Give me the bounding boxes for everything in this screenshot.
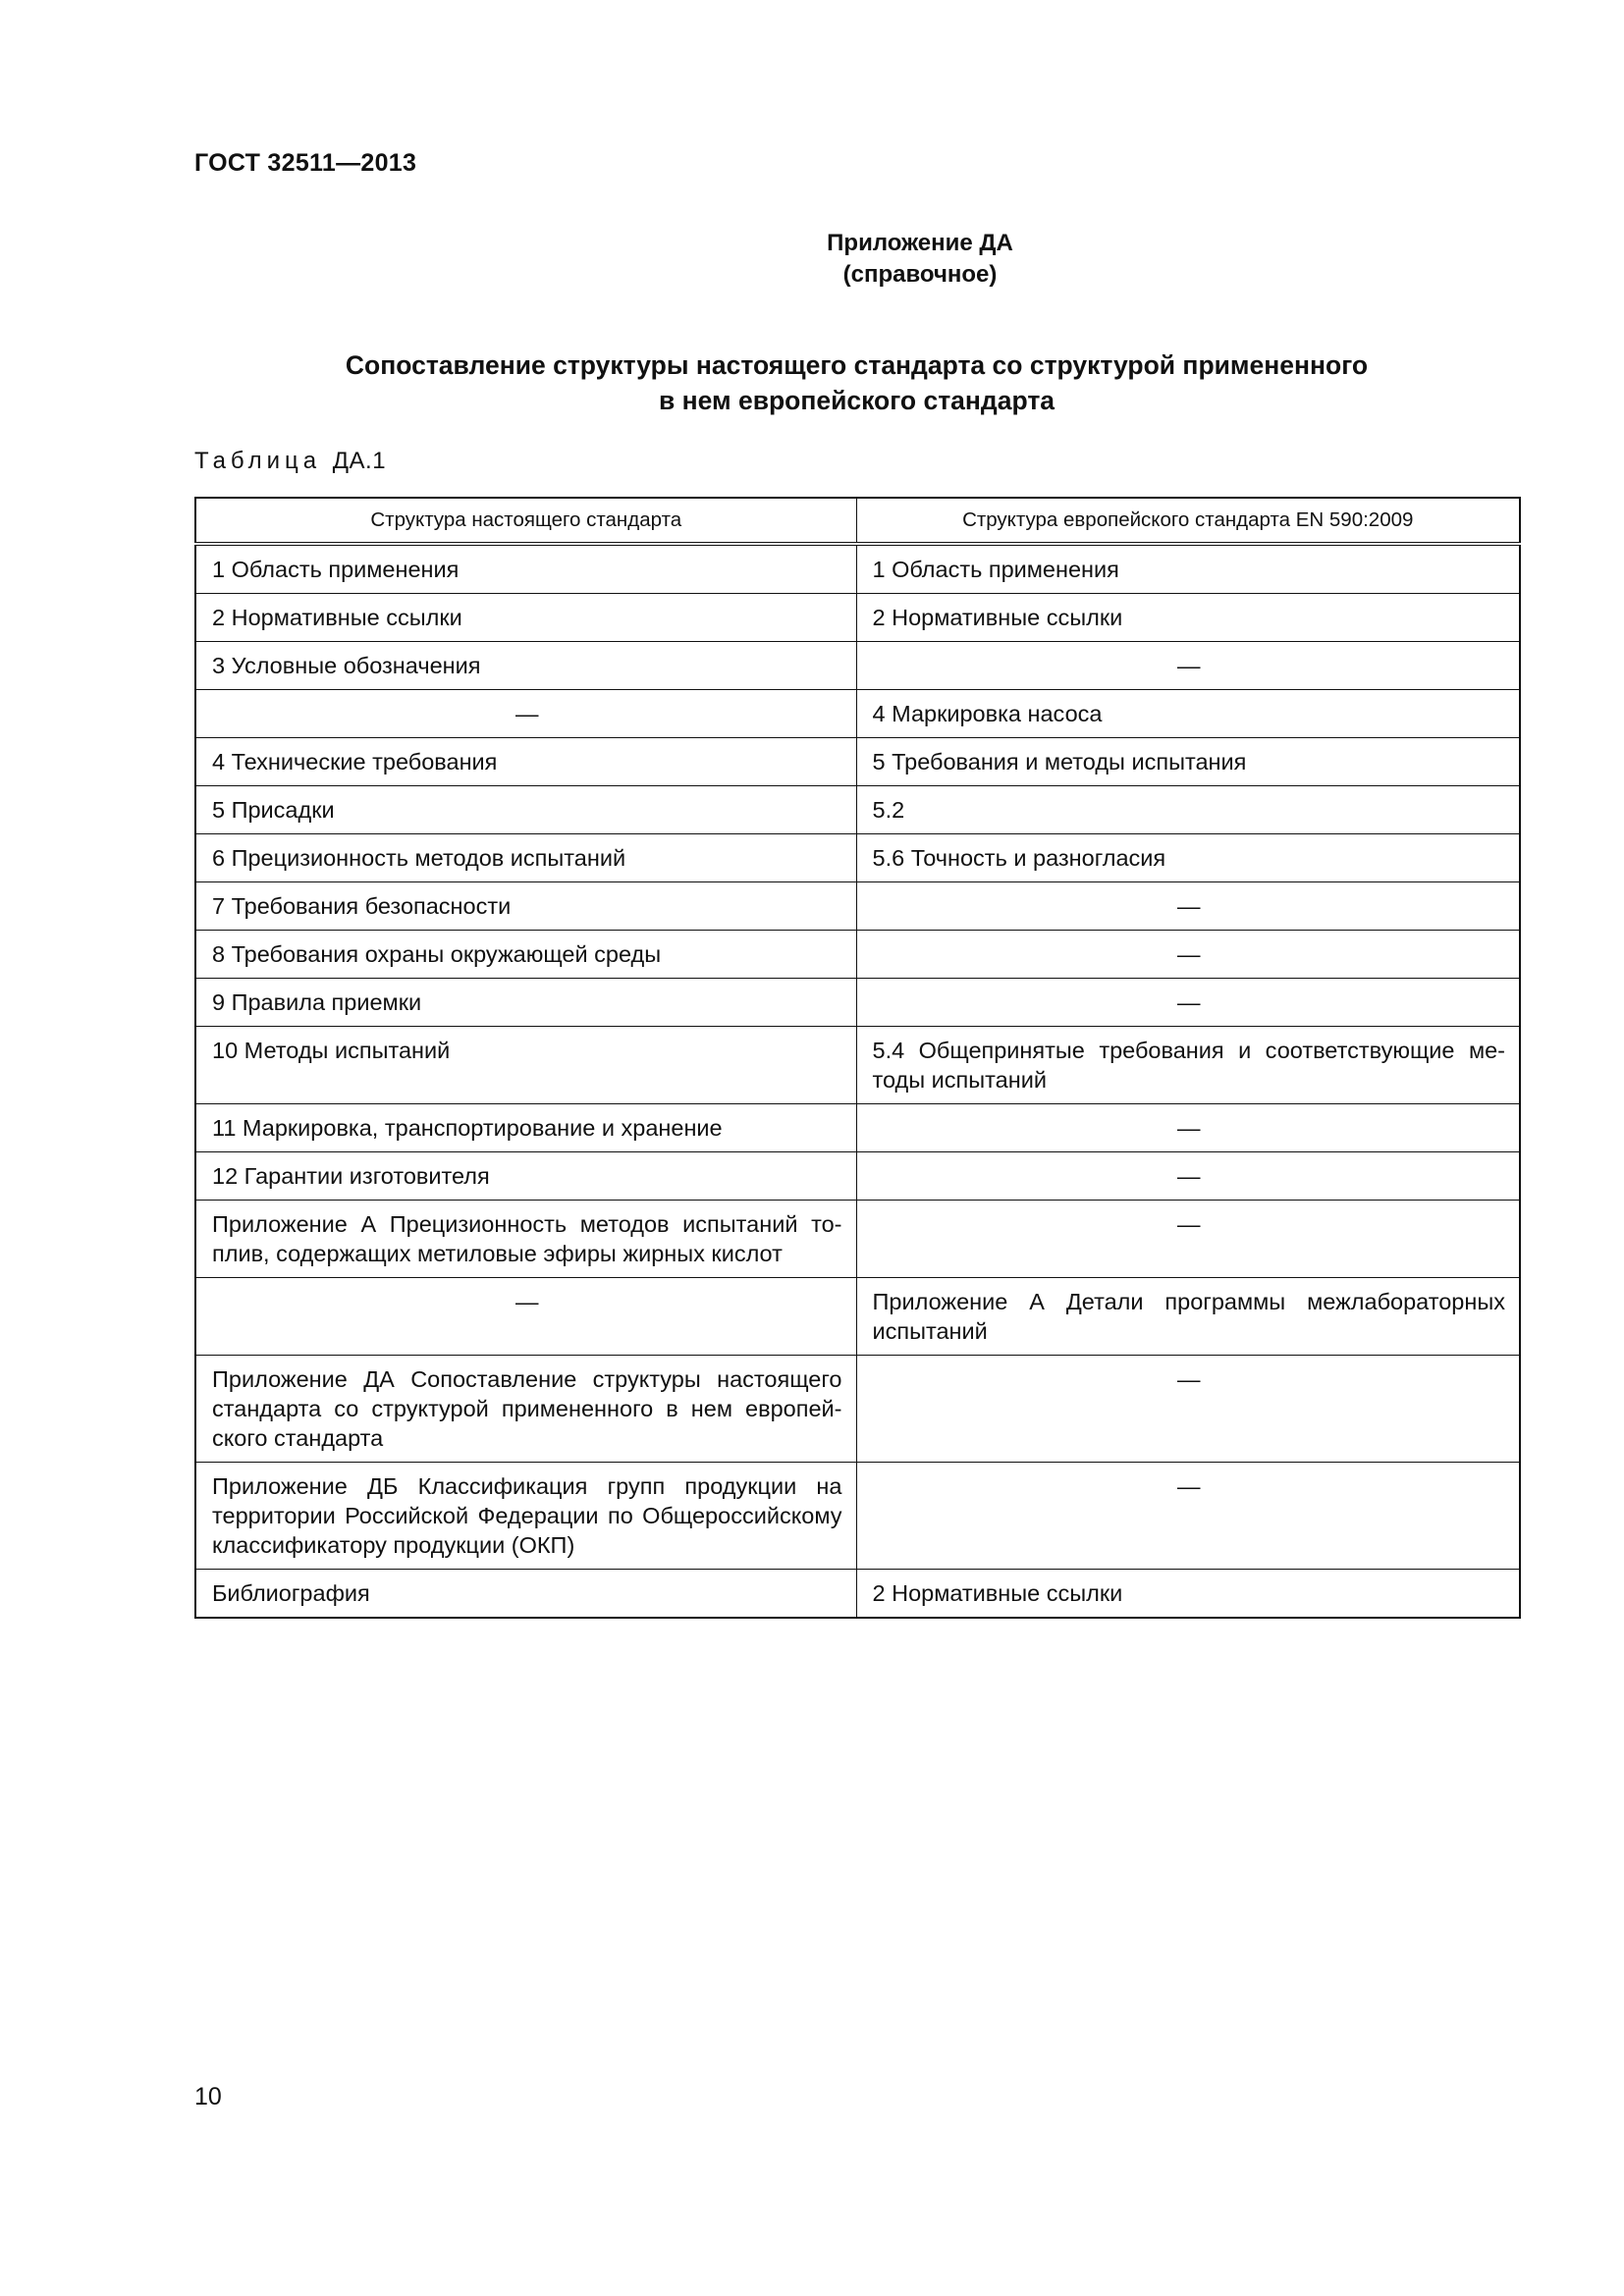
cell-european-standard: 1 Область применения — [856, 544, 1520, 594]
table-row — [195, 544, 1520, 594]
table-row — [195, 882, 1520, 931]
cell-european-standard: — — [856, 1152, 1520, 1201]
cell-european-standard: 5 Требования и методы испытания — [856, 738, 1520, 786]
cell-european-standard: 2 Нормативные ссылки — [856, 594, 1520, 642]
cell-current-standard: 10 Методы испытаний — [195, 1027, 856, 1104]
table-row — [195, 738, 1520, 786]
cell-current-standard: — — [195, 1278, 856, 1356]
cell-european-standard: 5.4 Общепринятые требования и соответствующие методы испытаний — [856, 1027, 1520, 1104]
appendix-heading — [0, 228, 1624, 291]
page-number: 10 — [194, 2083, 222, 2110]
cell-european-standard: 4 Маркировка насоса — [856, 690, 1520, 738]
table-caption — [194, 448, 386, 475]
table-row — [195, 1570, 1520, 1619]
column-header-european-standard: Структура европейского стандарта EN 590:2009 — [856, 498, 1520, 544]
cell-european-standard: 2 Нормативные ссылки — [856, 1570, 1520, 1619]
cell-current-standard: 2 Нормативные ссылки — [195, 594, 856, 642]
appendix-title: Приложение ДА — [827, 230, 1013, 256]
cell-current-standard: Библиография — [195, 1570, 856, 1619]
cell-current-standard: 8 Требования охраны окружающей среды — [195, 931, 856, 979]
table-row — [195, 690, 1520, 738]
cell-european-standard: — — [856, 1104, 1520, 1152]
table-caption-label: Таблица — [194, 448, 322, 474]
section-title-line-1: Сопоставление структуры настоящего стандарта со структурой примененного — [345, 350, 1369, 380]
cell-current-standard: 12 Гарантии изготовителя — [195, 1152, 856, 1201]
table-row — [195, 1201, 1520, 1278]
cell-current-standard: — — [195, 690, 856, 738]
cell-current-standard: 7 Требования безопасности — [195, 882, 856, 931]
cell-current-standard: 5 Присадки — [195, 786, 856, 834]
document-header: ГОСТ 32511—2013 — [194, 149, 417, 177]
cell-current-standard: 6 Прецизионность методов испытаний — [195, 834, 856, 882]
table-body — [195, 544, 1520, 1618]
cell-current-standard: 3 Условные обозначения — [195, 642, 856, 690]
cell-current-standard: 4 Технические требования — [195, 738, 856, 786]
table-row — [195, 1463, 1520, 1570]
cell-european-standard: — — [856, 642, 1520, 690]
cell-european-standard: — — [856, 1463, 1520, 1570]
table-caption-number: ДА.1 — [332, 448, 387, 474]
cell-current-standard: 9 Правила приемки — [195, 979, 856, 1027]
section-title — [194, 347, 1519, 418]
table-header-row — [195, 498, 1520, 544]
cell-european-standard: — — [856, 882, 1520, 931]
cell-european-standard: 5.2 — [856, 786, 1520, 834]
table-row — [195, 1027, 1520, 1104]
table-row — [195, 979, 1520, 1027]
cell-european-standard: 5.6 Точность и разногласия — [856, 834, 1520, 882]
table-row — [195, 786, 1520, 834]
table-row — [195, 931, 1520, 979]
section-title-line-2: в нем европейского стандарта — [658, 386, 1056, 415]
cell-european-standard: — — [856, 931, 1520, 979]
cell-european-standard: — — [856, 979, 1520, 1027]
table-row — [195, 1356, 1520, 1463]
cell-current-standard: Приложение А Прецизионность методов испытаний топлив, содержащих метиловые эфиры жирных кислот — [195, 1201, 856, 1278]
table-row — [195, 1152, 1520, 1201]
table-row — [195, 1278, 1520, 1356]
cell-european-standard: Приложение А Детали программы межлабораторных испытаний — [856, 1278, 1520, 1356]
column-header-current-standard: Структура настоящего стандарта — [195, 498, 856, 544]
cell-current-standard: Приложение ДБ Классификация групп продукции на территории Российской Федерации по Общероссийскому классификатору продукции (ОКП) — [195, 1463, 856, 1570]
table-row — [195, 642, 1520, 690]
cell-current-standard: 1 Область применения — [195, 544, 856, 594]
cell-current-standard: 11 Маркировка, транспортирование и хранение — [195, 1104, 856, 1152]
table-row — [195, 1104, 1520, 1152]
table-row — [195, 834, 1520, 882]
cell-european-standard: — — [856, 1356, 1520, 1463]
cell-current-standard: Приложение ДА Сопоставление структуры настоящего стандарта со структурой примененного в нем европейского стандарта — [195, 1356, 856, 1463]
appendix-type: (справочное) — [842, 261, 998, 288]
table-row — [195, 594, 1520, 642]
structure-comparison-table — [194, 497, 1521, 1619]
cell-european-standard: — — [856, 1201, 1520, 1278]
